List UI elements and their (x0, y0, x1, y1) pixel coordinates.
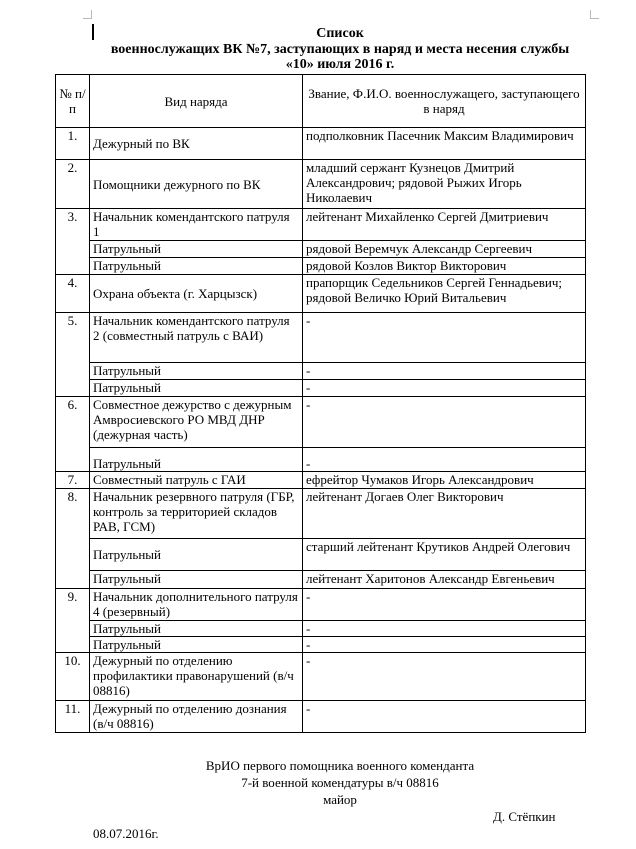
row-number: 2. (56, 160, 90, 209)
row-number: 10. (56, 653, 90, 701)
assigned-person: подполковник Пасечник Максим Владимирович (303, 128, 586, 160)
signatory-unit: 7-й военной комендатуры в/ч 08816 (241, 775, 439, 790)
table-row (56, 397, 586, 448)
duty-type: Начальник комендантского патруля 2 (совместный патруль с ВАИ) (90, 313, 303, 363)
row-number: 7. (56, 472, 90, 489)
duty-type: Охрана объекта (г. Харцызск) (90, 275, 303, 313)
document-issue-date: 08.07.2016г. (93, 826, 159, 841)
assigned-person: рядовой Козлов Виктор Викторович (303, 258, 586, 275)
row-number: 3. (56, 209, 90, 275)
duty-type: Патрульный (90, 539, 303, 571)
table-row (56, 589, 586, 621)
row-number: 5. (56, 313, 90, 397)
assigned-person: - (303, 637, 586, 653)
row-number: 4. (56, 275, 90, 313)
assigned-person: рядовой Веремчук Александр Сергеевич (303, 241, 586, 258)
table-row (56, 209, 586, 241)
header-num: № п/п (56, 75, 90, 128)
document-date: «10» июля 2016 г. (285, 57, 395, 72)
table-header-row (56, 75, 586, 128)
assigned-person: - (303, 380, 586, 397)
document-subtitle: военнослужащих ВК №7, заступающих в наряд и места несения службы (110, 42, 570, 57)
table-row (56, 241, 586, 258)
duty-type: Совместное дежурство с дежурным Амвросиевского РО МВД ДНР (дежурная часть) (90, 397, 303, 448)
table-row (56, 128, 586, 160)
duty-type: Дежурный по отделению профилактики правонарушений (в/ч 08816) (90, 653, 303, 701)
table-row (56, 701, 586, 733)
table-row (56, 448, 586, 472)
row-number: 8. (56, 489, 90, 589)
table-row (56, 275, 586, 313)
assigned-person: - (303, 589, 586, 621)
duty-type: Дежурный по отделению дознания (в/ч 08816) (90, 701, 303, 733)
duty-type: Патрульный (90, 637, 303, 653)
assigned-person: - (303, 621, 586, 637)
duty-type: Помощники дежурного по ВК (90, 160, 303, 209)
duty-type: Начальник комендантского патруля 1 (90, 209, 303, 241)
page-corner-mark-right (590, 10, 599, 19)
document-title: Список (316, 26, 364, 41)
duty-type: Патрульный (90, 380, 303, 397)
assigned-person: - (303, 313, 586, 363)
duty-type: Дежурный по ВК (90, 128, 303, 160)
header-person: Звание, Ф.И.О. военнослужащего, заступающего в наряд (303, 75, 586, 128)
header-duty: Вид наряда (90, 75, 303, 128)
table-row (56, 637, 586, 653)
duty-table (55, 74, 586, 733)
table-row (56, 313, 586, 363)
page-corner-mark-left (83, 10, 92, 19)
signatory-rank: майор (323, 792, 357, 807)
duty-type: Начальник резервного патруля (ГБР, контроль за территорией складов РАВ, ГСМ) (90, 489, 303, 539)
table-row (56, 571, 586, 589)
duty-type: Патрульный (90, 258, 303, 275)
assigned-person: - (303, 701, 586, 733)
assigned-person: лейтенант Догаев Олег Викторович (303, 489, 586, 539)
assigned-person: - (303, 363, 586, 380)
duty-type: Патрульный (90, 621, 303, 637)
table-row (56, 472, 586, 489)
assigned-person: - (303, 397, 586, 448)
assigned-person: лейтенант Михайленко Сергей Дмитриевич (303, 209, 586, 241)
row-number: 9. (56, 589, 90, 653)
table-row (56, 621, 586, 637)
table-row (56, 258, 586, 275)
table-row (56, 539, 586, 571)
assigned-person: ефрейтор Чумаков Игорь Александрович (303, 472, 586, 489)
assigned-person: лейтенант Харитонов Александр Евгеньевич (303, 571, 586, 589)
row-number: 1. (56, 128, 90, 160)
row-number: 6. (56, 397, 90, 472)
signatory-name: Д. Стёпкин (493, 809, 556, 824)
duty-type: Патрульный (90, 571, 303, 589)
table-row (56, 363, 586, 380)
signatory-position: ВрИО первого помощника военного коменданта (205, 758, 475, 773)
assigned-person: прапорщик Седельников Сергей Геннадьевич; рядовой Величко Юрий Витальевич (303, 275, 586, 313)
table-row (56, 380, 586, 397)
assigned-person: - (303, 653, 586, 701)
table-row (56, 489, 586, 539)
table-row (56, 160, 586, 209)
duty-type: Начальник дополнительного патруля 4 (резервный) (90, 589, 303, 621)
assigned-person: младший сержант Кузнецов Дмитрий Александрович; рядовой Рыжих Игорь Николаевич (303, 160, 586, 209)
duty-type: Патрульный (90, 363, 303, 380)
assigned-person: - (303, 448, 586, 472)
duty-type: Совместный патруль с ГАИ (90, 472, 303, 489)
duty-type: Патрульный (90, 241, 303, 258)
assigned-person: старший лейтенант Крутиков Андрей Олегович (303, 539, 586, 571)
row-number: 11. (56, 701, 90, 733)
table-row (56, 653, 586, 701)
duty-type: Патрульный (90, 448, 303, 472)
